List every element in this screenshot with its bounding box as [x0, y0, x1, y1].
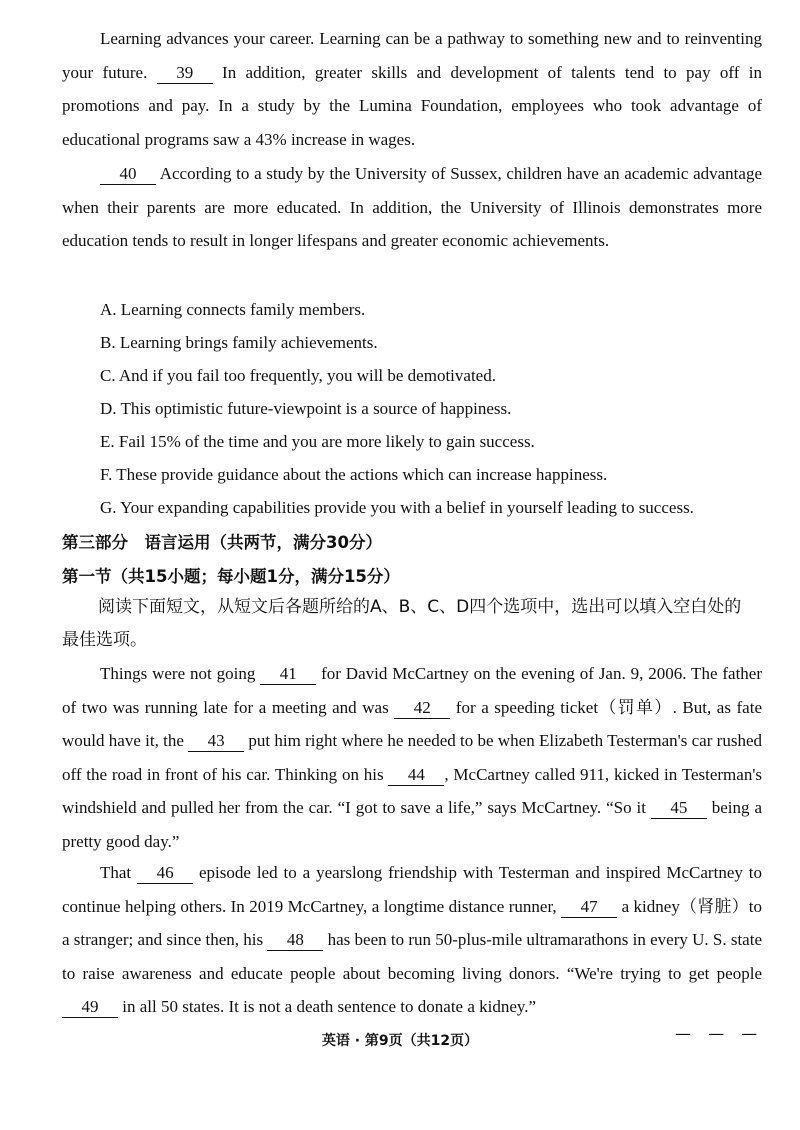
- text-run: being a pretty good day.”: [62, 798, 762, 851]
- text-run: has been to run 50-plus-mile ultramarathons in every U. S. state to raise awareness and educate people about becoming living donors. “We're trying to get people: [62, 930, 762, 983]
- text-run: Learning advances your career. Learning can be a pathway to something new and to reinventing your future.: [62, 29, 762, 82]
- answer-blank-44[interactable]: 44: [388, 765, 444, 786]
- passage-a-paragraph-1: [62, 22, 762, 156]
- text-run: That: [100, 863, 138, 882]
- passage-b-paragraph-1: [62, 657, 762, 858]
- text-run: for a speeding ticket（罚单）. But, as fate would have it, the: [62, 697, 762, 750]
- section-1-heading: 第一节（共15小题；每小题1分，满分15分）: [62, 567, 400, 586]
- answer-blank-40[interactable]: 40: [100, 164, 156, 185]
- answer-blank-42[interactable]: 42: [394, 698, 450, 719]
- option-g[interactable]: G. Your expanding capabilities provide you with a belief in yourself leading to success.: [100, 498, 694, 517]
- text-run: According to a study by the University of Sussex, children have an academic advantage when their parents are more educated. In addition, the University of Illinois demonstrates more education tends to result in longer lifespans and greater economic achievements.: [62, 164, 762, 250]
- instruction-text: 阅读下面短文，从短文后各题所给的A、B、C、D四个选项中，选出可以填入空白处的最佳选项。: [62, 597, 742, 650]
- text-run: In addition, greater skills and development of talents tend to pay off in promotions and pay. In a study by the Lumina Foundation, employees who took advantage of educational programs saw a 43% increase in wages.: [62, 62, 762, 149]
- option-f[interactable]: F. These provide guidance about the actions which can increase happiness.: [100, 465, 608, 484]
- option-b[interactable]: B. Learning brings family achievements.: [100, 333, 378, 352]
- text-run: in all 50 states. It is not a death sentence to donate a kidney.”: [118, 997, 537, 1016]
- answer-blank-46[interactable]: 46: [137, 863, 193, 884]
- text-run: , McCartney called 911, kicked in Testerman's windshield and pulled her from the car. “I got to save a life,” says McCartney. “So it: [62, 764, 762, 817]
- section-3-heading: 第三部分 语言运用（共两节，满分30分）: [62, 533, 382, 552]
- answer-blank-47[interactable]: 47: [561, 897, 617, 918]
- text-run: put him right where he needed to be when Elizabeth Testerman's car rushed off the road in front of his car. Thinking on his: [62, 731, 762, 784]
- footer-dash-marks: — — —: [675, 1024, 764, 1043]
- text-run: a kidney（肾脏）to a stranger; and since then, his: [62, 896, 762, 949]
- text-run: episode led to a yearslong friendship with Testerman and inspired McCartney to continue helping others. In 2019 McCartney, a longtime distance runner,: [62, 863, 762, 916]
- answer-blank-49[interactable]: 49: [62, 997, 118, 1018]
- text-run: Things were not going: [100, 664, 261, 683]
- option-a[interactable]: A. Learning connects family members.: [100, 300, 366, 319]
- answer-blank-39[interactable]: 39: [157, 63, 213, 84]
- option-e[interactable]: E. Fail 15% of the time and you are more likely to gain success.: [100, 432, 535, 451]
- text-run: for David McCartney on the evening of Jan. 9, 2006. The father of two was running late for a meeting and was: [62, 664, 762, 717]
- passage-b-paragraph-2: [62, 856, 762, 1024]
- answer-blank-45[interactable]: 45: [651, 798, 707, 819]
- answer-blank-43[interactable]: 43: [188, 731, 244, 752]
- option-d[interactable]: D. This optimistic future-viewpoint is a source of happiness.: [100, 399, 512, 418]
- passage-a-paragraph-2: [62, 157, 762, 258]
- answer-blank-48[interactable]: 48: [267, 930, 323, 951]
- page-footer: 英语 · 第9页（共12页）: [321, 1033, 479, 1049]
- answer-blank-41[interactable]: 41: [260, 664, 316, 685]
- option-c[interactable]: C. And if you fail too frequently, you will be demotivated.: [100, 366, 496, 385]
